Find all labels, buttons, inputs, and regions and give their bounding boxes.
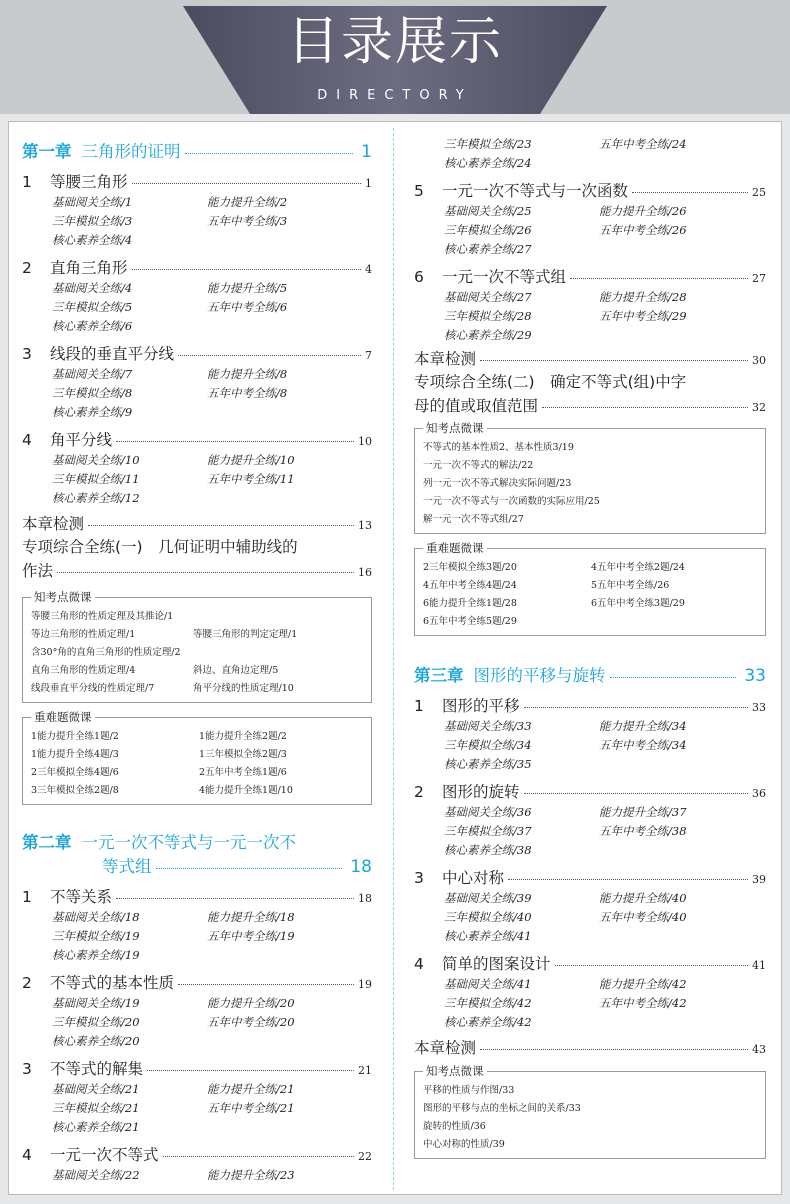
microlesson-item[interactable]: 不等式的基本性质2、基本性质3/19 xyxy=(423,442,574,453)
exercise-item[interactable]: 核心素养全练/42 xyxy=(444,1015,532,1029)
section-number: 4 xyxy=(22,1146,32,1164)
exercise-item[interactable]: 核心素养全练/20 xyxy=(52,1034,140,1048)
section-page: 1 xyxy=(365,177,372,190)
exercise-item[interactable]: 五年中考全练/8 xyxy=(207,386,288,400)
leader-dots xyxy=(116,898,354,899)
microlesson-row xyxy=(31,746,363,764)
special-title-line1: 专项综合全练(一) 几何证明中辅助线的 xyxy=(22,538,298,556)
microlesson-row xyxy=(423,577,757,595)
microlesson-item[interactable]: 4五年中考全练2题/24 xyxy=(591,562,685,573)
microlesson-row xyxy=(31,626,363,644)
exercise-item[interactable]: 能力提升全练/21 xyxy=(207,1082,295,1096)
exercise-item[interactable]: 基础阅关全练/25 xyxy=(444,204,532,218)
section-title: 一元一次不等式与一次函数 xyxy=(442,182,629,200)
exercise-item[interactable]: 基础阅关全练/19 xyxy=(52,996,140,1010)
exercise-item[interactable]: 五年中考全练/24 xyxy=(599,137,687,151)
microlesson-item[interactable]: 3三年模拟全练2题/8 xyxy=(31,785,119,796)
section-title: 中心对称 xyxy=(442,869,505,887)
exercise-item[interactable]: 五年中考全练/19 xyxy=(207,929,295,943)
leader-dots xyxy=(480,360,748,361)
section-4-continued-items xyxy=(414,135,766,173)
microlesson-row xyxy=(31,662,363,680)
section-page: 25 xyxy=(752,186,766,199)
exercise-item[interactable]: 核心素养全练/41 xyxy=(444,929,532,943)
exercise-item[interactable]: 基础阅关全练/7 xyxy=(52,367,133,381)
chapter-label: 第一章 xyxy=(22,142,72,161)
exercise-item[interactable]: 核心素养全练/38 xyxy=(444,843,532,857)
special-practice-1[interactable] xyxy=(22,535,372,585)
chapter-2-sections-continued xyxy=(414,179,766,345)
exercise-list xyxy=(22,365,372,422)
exercise-item[interactable]: 五年中考全练/26 xyxy=(599,223,687,237)
box-title: 知考点微课 xyxy=(423,1063,487,1079)
exercise-item[interactable]: 五年中考全练/11 xyxy=(207,472,295,486)
exercise-item[interactable]: 基础阅关全练/36 xyxy=(444,805,532,819)
box-title: 重难题微课 xyxy=(423,540,487,556)
special-practice-2[interactable] xyxy=(414,370,766,420)
section-page: 22 xyxy=(358,1150,372,1163)
review-title: 本章检测 xyxy=(414,350,477,368)
microlesson-row xyxy=(423,595,757,613)
section-number: 1 xyxy=(22,173,32,191)
exercise-item[interactable]: 三年模拟全练/5 xyxy=(52,300,133,314)
section-number: 1 xyxy=(414,697,424,715)
microlesson-item[interactable]: 平移的性质与作图/33 xyxy=(423,1085,515,1096)
exercise-item[interactable]: 三年模拟全练/11 xyxy=(52,472,140,486)
section-heading[interactable] xyxy=(22,971,372,994)
microlesson-item[interactable]: 1能力提升全练2题/2 xyxy=(199,731,287,742)
special-page: 32 xyxy=(752,401,766,414)
exercise-list xyxy=(22,994,372,1051)
microlesson-item[interactable]: 1能力提升全练1题/2 xyxy=(31,731,119,742)
leader-dots xyxy=(116,441,354,442)
chapter-3-review[interactable] xyxy=(414,1036,766,1059)
section-title: 不等关系 xyxy=(50,888,113,906)
chapter-page: 33 xyxy=(744,666,766,686)
exercise-item[interactable]: 五年中考全练/34 xyxy=(599,738,687,752)
section-page: 36 xyxy=(752,787,766,800)
leader-dots xyxy=(185,153,354,154)
exercise-list xyxy=(22,279,372,336)
microlesson-item[interactable]: 斜边、直角边定理/5 xyxy=(193,665,279,676)
column-divider xyxy=(393,128,394,1190)
review-page: 30 xyxy=(752,354,766,367)
exercise-list xyxy=(22,1080,372,1137)
exercise-item[interactable]: 能力提升全练/18 xyxy=(207,910,295,924)
chapter-page: 1 xyxy=(361,142,372,162)
leader-dots xyxy=(88,525,354,526)
chapter-3-heading[interactable] xyxy=(414,662,766,688)
chapter-1-sections xyxy=(22,170,372,508)
microlesson-item[interactable]: 中心对称的性质/39 xyxy=(423,1139,505,1150)
exercise-item[interactable]: 五年中考全练/20 xyxy=(207,1015,295,1029)
right-column xyxy=(414,138,766,1159)
exercise-item[interactable]: 三年模拟全练/19 xyxy=(52,929,140,943)
microlesson-item[interactable]: 角平分线的性质定理/10 xyxy=(193,683,294,694)
exercise-item[interactable]: 三年模拟全练/23 xyxy=(444,137,532,151)
section-page: 21 xyxy=(358,1064,372,1077)
exercise-list xyxy=(22,1166,372,1185)
microlesson-item[interactable]: 解一元一次不等式组/27 xyxy=(423,514,524,525)
chapter-2-review[interactable] xyxy=(414,347,766,370)
section-heading[interactable] xyxy=(22,342,372,365)
exercise-item[interactable]: 五年中考全练/29 xyxy=(599,309,687,323)
microlesson-item[interactable]: 一元一次不等式的解法/22 xyxy=(423,460,534,471)
leader-dots xyxy=(542,407,748,408)
section-page: 41 xyxy=(752,959,766,972)
leader-dots xyxy=(132,183,361,184)
section-heading[interactable] xyxy=(414,780,766,803)
exercise-item[interactable]: 五年中考全练/40 xyxy=(599,910,687,924)
section-heading[interactable] xyxy=(22,170,372,193)
leader-dots xyxy=(480,1049,748,1050)
microlesson-item[interactable]: 列一元一次不等式解决实际问题/23 xyxy=(423,478,572,489)
exercise-list xyxy=(414,202,766,259)
exercise-item[interactable]: 基础阅关全练/27 xyxy=(444,290,532,304)
microlesson-item[interactable]: 2三年模拟全练4题/6 xyxy=(31,767,119,778)
chapter-title: 图形的平移与旋转 xyxy=(473,666,606,685)
microlesson-item[interactable]: 一元一次不等式与一次函数的实际应用/25 xyxy=(423,496,600,507)
exercise-item[interactable]: 三年模拟全练/42 xyxy=(444,996,532,1010)
section-heading[interactable] xyxy=(22,256,372,279)
microlesson-item[interactable]: 等腰三角形的判定定理/1 xyxy=(193,629,298,640)
box-title: 重难题微课 xyxy=(31,709,95,725)
microlesson-item[interactable]: 等边三角形的性质定理/1 xyxy=(31,629,136,640)
review-title: 本章检测 xyxy=(414,1039,477,1057)
exercise-item[interactable]: 基础阅关全练/22 xyxy=(52,1168,140,1182)
exercise-item[interactable]: 三年模拟全练/26 xyxy=(444,223,532,237)
exercise-item[interactable]: 基础阅关全练/10 xyxy=(52,453,140,467)
exercise-item[interactable]: 能力提升全练/2 xyxy=(207,195,288,209)
exercise-item[interactable]: 能力提升全练/8 xyxy=(207,367,288,381)
microlesson-item[interactable]: 图形的平移与点的坐标之间的关系/33 xyxy=(423,1103,581,1114)
section-number: 5 xyxy=(414,182,424,200)
section-number: 4 xyxy=(414,955,424,973)
knowledge-microlesson-box xyxy=(22,590,372,703)
exercise-item[interactable]: 能力提升全练/40 xyxy=(599,891,687,905)
exercise-item[interactable]: 三年模拟全练/37 xyxy=(444,824,532,838)
leader-dots xyxy=(632,192,748,193)
chapter-label: 第二章 xyxy=(22,833,72,852)
exercise-item[interactable]: 核心素养全练/27 xyxy=(444,242,532,256)
section-heading[interactable] xyxy=(414,952,766,975)
microlesson-row xyxy=(31,680,363,698)
microlesson-row xyxy=(31,764,363,782)
microlesson-row xyxy=(31,728,363,746)
microlesson-item[interactable]: 2三年模拟全练3题/20 xyxy=(423,562,517,573)
exercise-item[interactable]: 能力提升全练/26 xyxy=(599,204,687,218)
microlesson-item[interactable]: 4五年中考全练4题/24 xyxy=(423,580,517,591)
leader-dots xyxy=(610,677,737,678)
section-title: 图形的旋转 xyxy=(442,783,520,801)
section-heading[interactable] xyxy=(22,885,372,908)
exercise-item[interactable]: 核心素养全练/6 xyxy=(52,319,133,333)
section-heading[interactable] xyxy=(414,179,766,202)
microlesson-row xyxy=(423,613,757,631)
chapter-3-sections xyxy=(414,694,766,1032)
exercise-item[interactable]: 核心素养全练/21 xyxy=(52,1120,140,1134)
exercise-item[interactable]: 基础阅关全练/4 xyxy=(52,281,133,295)
exercise-item[interactable]: 三年模拟全练/40 xyxy=(444,910,532,924)
exercise-list xyxy=(22,908,372,965)
exercise-item[interactable]: 核心素养全练/35 xyxy=(444,757,532,771)
section-heading[interactable] xyxy=(22,1057,372,1080)
leader-dots xyxy=(163,1156,354,1157)
chapter-title-line2: 等式组 xyxy=(102,857,152,876)
leader-dots xyxy=(156,868,343,869)
section-page: 33 xyxy=(752,701,766,714)
leader-dots xyxy=(132,269,361,270)
microlesson-item[interactable]: 4能力提升全练1题/10 xyxy=(199,785,293,796)
special-page: 16 xyxy=(358,566,372,579)
exercise-item[interactable]: 核心素养全练/4 xyxy=(52,233,133,247)
exercise-item[interactable]: 核心素养全练/19 xyxy=(52,948,140,962)
section-number: 3 xyxy=(22,345,32,363)
key-problem-microlesson-box xyxy=(414,541,766,636)
exercise-item[interactable]: 能力提升全练/23 xyxy=(207,1168,295,1182)
microlesson-item[interactable]: 1三年模拟全练2题/3 xyxy=(199,749,287,760)
exercise-list xyxy=(414,889,766,946)
leader-dots xyxy=(524,707,748,708)
exercise-item[interactable]: 基础阅关全练/33 xyxy=(444,719,532,733)
section-number: 3 xyxy=(414,869,424,887)
chapter-1-heading[interactable] xyxy=(22,138,372,164)
exercise-item[interactable]: 五年中考全练/38 xyxy=(599,824,687,838)
microlesson-item[interactable]: 2五年中考全练1题/6 xyxy=(199,767,287,778)
chapter-2-sections xyxy=(22,885,372,1185)
exercise-list xyxy=(22,193,372,250)
chapter-2-heading[interactable] xyxy=(22,831,372,879)
exercise-item[interactable]: 核心素养全练/29 xyxy=(444,328,532,342)
section-page: 4 xyxy=(365,263,372,276)
chapter-1-review[interactable] xyxy=(22,512,372,535)
chapter-page: 18 xyxy=(350,857,372,877)
section-title: 角平分线 xyxy=(50,431,113,449)
section-number: 3 xyxy=(22,1060,32,1078)
exercise-item[interactable]: 基础阅关全练/21 xyxy=(52,1082,140,1096)
chapter-title: 三角形的证明 xyxy=(81,142,181,161)
exercise-item[interactable]: 能力提升全练/5 xyxy=(207,281,288,295)
exercise-item[interactable]: 五年中考全练/42 xyxy=(599,996,687,1010)
exercise-list xyxy=(414,717,766,774)
exercise-item[interactable]: 能力提升全练/28 xyxy=(599,290,687,304)
microlesson-row xyxy=(423,559,757,577)
exercise-list xyxy=(414,288,766,345)
microlesson-item[interactable]: 5五年中考全练/26 xyxy=(591,580,670,591)
section-heading[interactable] xyxy=(414,866,766,889)
exercise-item[interactable]: 基础阅关全练/41 xyxy=(444,977,532,991)
microlesson-item[interactable]: 6五年中考全练5题/29 xyxy=(423,616,517,627)
box-title: 知考点微课 xyxy=(423,420,487,436)
left-column xyxy=(22,138,372,1185)
section-title: 图形的平移 xyxy=(442,697,520,715)
section-number: 4 xyxy=(22,431,32,449)
section-page: 19 xyxy=(358,978,372,991)
section-heading[interactable] xyxy=(414,694,766,717)
microlesson-item[interactable]: 等腰三角形的性质定理及其推论/1 xyxy=(31,611,174,622)
exercise-item[interactable]: 核心素养全练/24 xyxy=(444,156,532,170)
leader-dots xyxy=(570,278,748,279)
section-title: 线段的垂直平分线 xyxy=(50,345,175,363)
leader-dots xyxy=(508,879,748,880)
exercise-item[interactable]: 核心素养全练/12 xyxy=(52,491,140,505)
exercise-item[interactable]: 五年中考全练/21 xyxy=(207,1101,295,1115)
exercise-item[interactable]: 三年模拟全练/20 xyxy=(52,1015,140,1029)
exercise-item[interactable]: 三年模拟全练/21 xyxy=(52,1101,140,1115)
exercise-item[interactable]: 能力提升全练/20 xyxy=(207,996,295,1010)
exercise-list xyxy=(22,451,372,508)
section-title: 一元一次不等式 xyxy=(50,1146,159,1164)
section-page: 18 xyxy=(358,892,372,905)
page-title: 目录展示 xyxy=(286,12,503,72)
section-number: 2 xyxy=(414,783,424,801)
microlesson-item[interactable]: 6能力提升全练1题/28 xyxy=(423,598,517,609)
review-page: 43 xyxy=(752,1043,766,1056)
section-page: 39 xyxy=(752,873,766,886)
section-title: 不等式的解集 xyxy=(50,1060,144,1078)
microlesson-item[interactable]: 含30°角的直角三角形的性质定理/2 xyxy=(31,647,181,658)
key-problem-microlesson-box xyxy=(22,710,372,805)
microlesson-item[interactable]: 6五年中考全练3题/29 xyxy=(591,598,685,609)
section-title: 等腰三角形 xyxy=(50,173,128,191)
section-title: 不等式的基本性质 xyxy=(50,974,175,992)
chapter-label: 第三章 xyxy=(414,666,464,685)
special-title-line1: 专项综合全练(二) 确定不等式(组)中字 xyxy=(414,373,687,391)
exercise-item[interactable]: 三年模拟全练/34 xyxy=(444,738,532,752)
header-band xyxy=(0,0,790,114)
section-heading[interactable] xyxy=(22,1143,372,1166)
exercise-item[interactable]: 能力提升全练/34 xyxy=(599,719,687,733)
section-title: 直角三角形 xyxy=(50,259,128,277)
section-number: 2 xyxy=(22,259,32,277)
exercise-item[interactable]: 基础阅关全练/39 xyxy=(444,891,532,905)
exercise-item[interactable]: 核心素养全练/9 xyxy=(52,405,133,419)
special-title-line2: 母的值或取值范围 xyxy=(414,397,539,415)
exercise-item[interactable]: 三年模拟全练/28 xyxy=(444,309,532,323)
section-page: 27 xyxy=(752,272,766,285)
section-number: 6 xyxy=(414,268,424,286)
section-heading[interactable] xyxy=(414,265,766,288)
knowledge-microlesson-box xyxy=(414,421,766,534)
leader-dots xyxy=(57,572,354,573)
section-number: 2 xyxy=(22,974,32,992)
exercise-item[interactable]: 基础阅关全练/1 xyxy=(52,195,133,209)
review-title: 本章检测 xyxy=(22,515,85,533)
microlesson-row xyxy=(31,782,363,800)
page-subtitle: DIRECTORY xyxy=(317,88,473,103)
knowledge-microlesson-box xyxy=(414,1064,766,1159)
exercise-list xyxy=(414,975,766,1032)
leader-dots xyxy=(555,965,748,966)
microlesson-item[interactable]: 1能力提升全练4题/3 xyxy=(31,749,119,760)
exercise-item[interactable]: 五年中考全练/6 xyxy=(207,300,288,314)
leader-dots xyxy=(178,355,361,356)
exercise-list xyxy=(414,803,766,860)
section-page: 10 xyxy=(358,435,372,448)
microlesson-item[interactable]: 旋转的性质/36 xyxy=(423,1121,486,1132)
section-title: 简单的图案设计 xyxy=(442,955,551,973)
exercise-item[interactable]: 三年模拟全练/3 xyxy=(52,214,133,228)
exercise-item[interactable]: 五年中考全练/3 xyxy=(207,214,288,228)
box-title: 知考点微课 xyxy=(31,589,95,605)
review-page: 13 xyxy=(358,519,372,532)
microlesson-item[interactable]: 线段垂直平分线的性质定理/7 xyxy=(31,683,155,694)
section-page: 7 xyxy=(365,349,372,362)
leader-dots xyxy=(147,1070,354,1071)
exercise-item[interactable]: 能力提升全练/10 xyxy=(207,453,295,467)
section-number: 1 xyxy=(22,888,32,906)
exercise-item[interactable]: 能力提升全练/37 xyxy=(599,805,687,819)
chapter-title-line1: 一元一次不等式与一元一次不 xyxy=(81,833,296,852)
section-heading[interactable] xyxy=(22,428,372,451)
microlesson-item[interactable]: 直角三角形的性质定理/4 xyxy=(31,665,136,676)
exercise-item[interactable]: 基础阅关全练/18 xyxy=(52,910,140,924)
special-title-line2: 作法 xyxy=(22,562,54,580)
exercise-item[interactable]: 三年模拟全练/8 xyxy=(52,386,133,400)
section-title: 一元一次不等式组 xyxy=(442,268,567,286)
exercise-item[interactable]: 能力提升全练/42 xyxy=(599,977,687,991)
leader-dots xyxy=(178,984,354,985)
leader-dots xyxy=(524,793,748,794)
